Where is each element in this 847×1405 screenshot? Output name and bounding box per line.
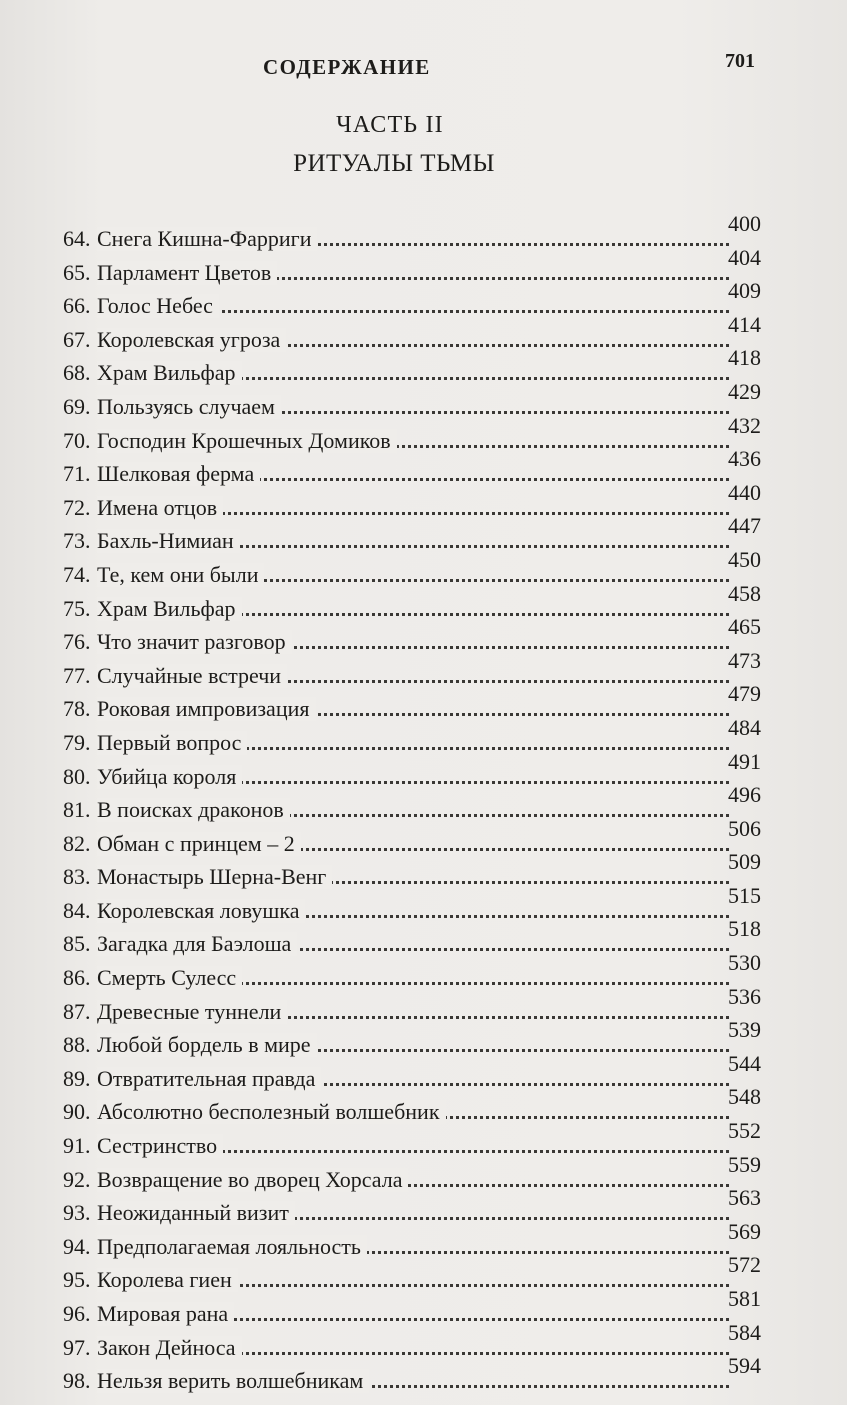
part-title: РИТУАЛЫ ТЬМЫ bbox=[293, 150, 495, 177]
toc-chapter-title: Монастырь Шерна-Венг bbox=[97, 865, 332, 889]
toc-page-number: 479 bbox=[728, 681, 761, 707]
toc-entry bbox=[0, 983, 847, 1024]
toc-page-number: 458 bbox=[728, 580, 761, 606]
toc-entry bbox=[0, 311, 847, 352]
toc-entry bbox=[0, 680, 847, 722]
toc-chapter-number: 79. bbox=[63, 729, 91, 755]
toc-chapter-number: 95. bbox=[63, 1267, 91, 1293]
toc-entry bbox=[0, 1151, 847, 1192]
toc-chapter-title: Любой бордель в мире bbox=[97, 1033, 317, 1057]
toc-chapter-number: 65. bbox=[63, 259, 91, 285]
toc-chapter-number: 98. bbox=[63, 1368, 91, 1394]
toc-chapter-number: 81. bbox=[63, 797, 91, 823]
toc-chapter-number: 76. bbox=[63, 629, 91, 655]
toc-entry bbox=[0, 412, 847, 453]
toc-chapter-number: 66. bbox=[63, 293, 91, 319]
toc-page-number: 594 bbox=[728, 1353, 761, 1379]
toc-chapter-number: 83. bbox=[63, 864, 91, 890]
toc-chapter-number: 92. bbox=[63, 1166, 91, 1192]
toc-entry bbox=[0, 580, 847, 621]
toc-entry bbox=[0, 378, 847, 419]
toc-chapter-title: Случайные встречи bbox=[97, 664, 287, 688]
toc-chapter-number: 96. bbox=[63, 1301, 91, 1326]
toc-entry bbox=[0, 748, 847, 789]
toc-chapter-title: Убийца короля bbox=[97, 765, 242, 789]
toc-chapter-title: Отвратительная правда bbox=[97, 1067, 321, 1091]
toc-chapter-title: Бахль-Нимиан bbox=[97, 529, 240, 553]
toc-chapter-title: Сестринство bbox=[97, 1134, 223, 1158]
toc-chapter-title: Роковая импровизация bbox=[97, 697, 316, 721]
toc-chapter-title: Снега Кишна-Фарриги bbox=[97, 227, 317, 251]
toc-entry bbox=[0, 1083, 847, 1125]
toc-entry bbox=[0, 210, 847, 251]
toc-chapter-number: 93. bbox=[63, 1200, 91, 1226]
toc-page-number: 450 bbox=[728, 546, 761, 572]
toc-chapter-title: Возвращение во дворец Хорсала bbox=[97, 1168, 408, 1192]
toc-page-number: 484 bbox=[728, 714, 761, 740]
toc-page-number: 404 bbox=[728, 244, 761, 270]
toc-chapter-title: Мировая рана bbox=[97, 1302, 234, 1326]
toc-chapter-title: Храм Вильфар bbox=[97, 361, 242, 385]
toc-chapter-title: Нельзя верить волшебникам bbox=[97, 1369, 369, 1393]
toc-entry bbox=[0, 277, 847, 319]
toc-chapter-title: Шелковая ферма bbox=[97, 462, 260, 486]
toc-page-number: 506 bbox=[728, 815, 761, 841]
toc-page-number: 572 bbox=[728, 1252, 761, 1278]
toc-chapter-title: Имена отцов bbox=[97, 496, 223, 520]
toc-entry bbox=[0, 848, 847, 890]
toc-page-number: 509 bbox=[728, 849, 761, 875]
toc-chapter-number: 87. bbox=[63, 998, 91, 1024]
toc-chapter-number: 97. bbox=[63, 1334, 91, 1360]
toc-page-number: 473 bbox=[728, 647, 761, 673]
toc-chapter-title: Королева гиен bbox=[97, 1268, 238, 1292]
toc-page-number: 418 bbox=[728, 345, 761, 371]
toc-page-number: 536 bbox=[728, 983, 761, 1009]
toc-chapter-number: 88. bbox=[63, 1032, 91, 1058]
toc-chapter-title: Неожиданный визит bbox=[97, 1201, 295, 1225]
toc-chapter-title: Древесные туннели bbox=[97, 1000, 287, 1024]
toc-page-number: 409 bbox=[728, 278, 761, 304]
toc-chapter-title: Королевская угроза bbox=[97, 328, 286, 352]
toc-page-number: 436 bbox=[728, 446, 761, 472]
toc-entry bbox=[0, 815, 847, 856]
toc-chapter-number: 78. bbox=[63, 696, 91, 722]
toc-entry bbox=[0, 1016, 847, 1058]
toc-entry bbox=[0, 882, 847, 923]
toc-chapter-title: Закон Дейноса bbox=[97, 1336, 242, 1360]
toc-page-number: 518 bbox=[728, 916, 761, 942]
toc-chapter-number: 73. bbox=[63, 528, 91, 554]
toc-page-number: 539 bbox=[728, 1017, 761, 1043]
table-of-contents bbox=[0, 210, 847, 1394]
toc-chapter-number: 70. bbox=[63, 427, 91, 453]
toc-page-number: 544 bbox=[728, 1050, 761, 1076]
toc-chapter-number: 94. bbox=[63, 1233, 91, 1259]
toc-entry bbox=[0, 1285, 847, 1326]
toc-entry bbox=[0, 613, 847, 655]
toc-page-number: 432 bbox=[728, 412, 761, 438]
toc-chapter-title: Парламент Цветов bbox=[97, 261, 277, 285]
toc-chapter-title: Королевская ловушка bbox=[97, 899, 305, 923]
toc-chapter-title: Голос Небес bbox=[97, 294, 219, 318]
toc-page-number: 414 bbox=[728, 311, 761, 337]
toc-page-number: 530 bbox=[728, 950, 761, 976]
toc-entry bbox=[0, 546, 847, 587]
toc-page-number: 491 bbox=[728, 748, 761, 774]
running-title: СОДЕРЖАНИЕ bbox=[263, 55, 431, 79]
toc-page-number: 515 bbox=[728, 882, 761, 908]
toc-chapter-number: 80. bbox=[63, 763, 91, 789]
toc-entry bbox=[0, 1218, 847, 1259]
toc-chapter-number: 67. bbox=[63, 326, 91, 352]
toc-chapter-title: Предполагаемая лояльность bbox=[97, 1235, 367, 1259]
toc-entry bbox=[0, 445, 847, 487]
page-number: 701 bbox=[725, 50, 755, 72]
toc-page-number: 440 bbox=[728, 479, 761, 505]
toc-chapter-number: 82. bbox=[63, 830, 91, 856]
toc-chapter-number: 86. bbox=[63, 965, 91, 991]
toc-page-number: 548 bbox=[728, 1084, 761, 1110]
toc-chapter-title: Загадка для Баэлоша bbox=[97, 932, 297, 956]
toc-chapter-title: Смерть Сулесс bbox=[97, 966, 242, 990]
toc-entry bbox=[0, 1251, 847, 1293]
toc-chapter-number: 72. bbox=[63, 494, 91, 520]
toc-page-number: 447 bbox=[728, 513, 761, 539]
toc-chapter-title: Господин Крошечных Домиков bbox=[97, 429, 397, 453]
toc-entry bbox=[0, 915, 847, 957]
toc-chapter-title: Храм Вильфар bbox=[97, 597, 242, 621]
toc-chapter-title: Что значит разговор bbox=[97, 630, 292, 654]
toc-chapter-title: Те, кем они были bbox=[97, 563, 264, 587]
toc-chapter-title: В поисках драконов bbox=[97, 798, 290, 822]
toc-chapter-title: Обман с принцем – 2 bbox=[97, 832, 301, 856]
part-heading: ЧАСТЬ II bbox=[336, 112, 444, 138]
toc-chapter-title: Пользуясь случаем bbox=[97, 395, 281, 419]
toc-entry bbox=[0, 714, 847, 755]
toc-page-number: 559 bbox=[728, 1151, 761, 1177]
toc-entry bbox=[0, 479, 847, 520]
toc-chapter-number: 71. bbox=[63, 461, 91, 487]
toc-chapter-number: 68. bbox=[63, 360, 91, 386]
toc-page-number: 429 bbox=[728, 378, 761, 404]
toc-chapter-number: 77. bbox=[63, 662, 91, 688]
toc-entry bbox=[0, 949, 847, 991]
toc-page-number: 584 bbox=[728, 1319, 761, 1345]
toc-entry bbox=[0, 1319, 847, 1360]
toc-page-number: 563 bbox=[728, 1185, 761, 1211]
toc-page-number: 552 bbox=[728, 1118, 761, 1144]
toc-entry bbox=[0, 1117, 847, 1159]
toc-page-number: 465 bbox=[728, 614, 761, 640]
toc-chapter-number: 64. bbox=[63, 226, 91, 251]
toc-page-number: 569 bbox=[728, 1218, 761, 1244]
running-head bbox=[0, 50, 847, 82]
toc-chapter-title: Абсолютно бесполезный волшебник bbox=[97, 1100, 446, 1124]
toc-entry bbox=[0, 1184, 847, 1226]
toc-page-number: 496 bbox=[728, 782, 761, 808]
toc-entry bbox=[0, 344, 847, 386]
toc-chapter-number: 91. bbox=[63, 1133, 91, 1159]
toc-chapter-number: 84. bbox=[63, 897, 91, 923]
toc-entry bbox=[0, 1352, 847, 1394]
toc-chapter-number: 89. bbox=[63, 1065, 91, 1091]
toc-chapter-number: 85. bbox=[63, 931, 91, 957]
toc-chapter-number: 75. bbox=[63, 595, 91, 621]
toc-entry bbox=[0, 1050, 847, 1091]
toc-chapter-number: 74. bbox=[63, 561, 91, 587]
toc-chapter-number: 69. bbox=[63, 393, 91, 419]
toc-chapter-number: 90. bbox=[63, 1099, 91, 1125]
toc-page-number: 581 bbox=[728, 1286, 761, 1311]
toc-chapter-title: Первый вопрос bbox=[97, 731, 247, 755]
toc-entry bbox=[0, 781, 847, 823]
toc-entry bbox=[0, 647, 847, 688]
toc-entry bbox=[0, 512, 847, 554]
toc-entry bbox=[0, 244, 847, 285]
toc-page-number: 400 bbox=[728, 211, 761, 236]
